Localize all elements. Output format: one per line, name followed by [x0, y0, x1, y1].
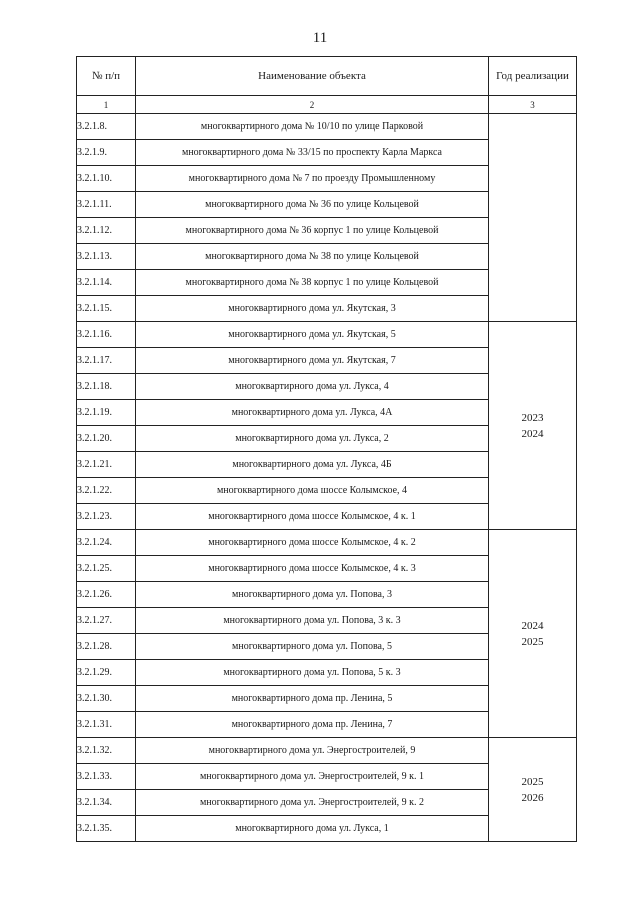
- row-number: 3.2.1.26.: [77, 582, 136, 608]
- row-number: 3.2.1.30.: [77, 686, 136, 712]
- object-name: многоквартирного дома № 10/10 по улице Парковой: [136, 114, 489, 140]
- object-name: многоквартирного дома ул. Попова, 3: [136, 582, 489, 608]
- row-number: 3.2.1.25.: [77, 556, 136, 582]
- year-label: 2025: [521, 775, 544, 788]
- row-number: 3.2.1.34.: [77, 790, 136, 816]
- column-index-2: 2: [136, 96, 489, 114]
- year-label: 2026: [521, 791, 544, 804]
- year-label: 2025: [521, 635, 544, 648]
- object-name: многоквартирного дома № 36 корпус 1 по улице Кольцевой: [136, 218, 489, 244]
- object-name: многоквартирного дома ул. Попова, 5 к. 3: [136, 660, 489, 686]
- object-name: многоквартирного дома ул. Лукса, 4Б: [136, 452, 489, 478]
- row-number: 3.2.1.14.: [77, 270, 136, 296]
- row-number: 3.2.1.29.: [77, 660, 136, 686]
- row-number: 3.2.1.31.: [77, 712, 136, 738]
- row-number: 3.2.1.13.: [77, 244, 136, 270]
- object-name: многоквартирного дома шоссе Колымское, 4: [136, 478, 489, 504]
- object-name: многоквартирного дома ул. Лукса, 1: [136, 816, 489, 842]
- row-number: 3.2.1.9.: [77, 140, 136, 166]
- row-number: 3.2.1.21.: [77, 452, 136, 478]
- row-number: 3.2.1.27.: [77, 608, 136, 634]
- column-index-1: 1: [77, 96, 136, 114]
- row-number: 3.2.1.32.: [77, 738, 136, 764]
- row-number: 3.2.1.15.: [77, 296, 136, 322]
- row-number: 3.2.1.20.: [77, 426, 136, 452]
- column-header-year: Год реализации: [489, 57, 577, 96]
- year-label: 2024: [521, 619, 544, 632]
- object-name: многоквартирного дома ул. Энергостроителей, 9 к. 2: [136, 790, 489, 816]
- object-name: многоквартирного дома пр. Ленина, 7: [136, 712, 489, 738]
- row-number: 3.2.1.24.: [77, 530, 136, 556]
- object-name: многоквартирного дома ул. Энергостроителей, 9: [136, 738, 489, 764]
- row-number: 3.2.1.10.: [77, 166, 136, 192]
- table-row: [77, 322, 577, 348]
- object-name: многоквартирного дома ул. Якутская, 7: [136, 348, 489, 374]
- table-index-row: [77, 96, 577, 114]
- object-name: многоквартирного дома ул. Лукса, 2: [136, 426, 489, 452]
- object-name: многоквартирного дома № 7 по проезду Промышленному: [136, 166, 489, 192]
- column-header-number: № п/п: [77, 57, 136, 96]
- row-number: 3.2.1.22.: [77, 478, 136, 504]
- object-name: многоквартирного дома № 38 по улице Кольцевой: [136, 244, 489, 270]
- table-row: [77, 530, 577, 556]
- row-number: 3.2.1.33.: [77, 764, 136, 790]
- year-group-cell: [489, 322, 577, 530]
- table-row: [77, 114, 577, 140]
- object-name: многоквартирного дома ул. Лукса, 4: [136, 374, 489, 400]
- object-name: многоквартирного дома шоссе Колымское, 4 к. 3: [136, 556, 489, 582]
- year-group-cell: [489, 530, 577, 738]
- object-name: многоквартирного дома № 33/15 по проспекту Карла Маркса: [136, 140, 489, 166]
- table-header-row: [77, 57, 577, 96]
- object-name: многоквартирного дома ул. Лукса, 4А: [136, 400, 489, 426]
- object-name: многоквартирного дома ул. Попова, 3 к. 3: [136, 608, 489, 634]
- row-number: 3.2.1.11.: [77, 192, 136, 218]
- row-number: 3.2.1.35.: [77, 816, 136, 842]
- row-number: 3.2.1.16.: [77, 322, 136, 348]
- year-label: 2024: [521, 427, 544, 440]
- object-name: многоквартирного дома ул. Якутская, 5: [136, 322, 489, 348]
- year-group-cell: [489, 738, 577, 842]
- row-number: 3.2.1.18.: [77, 374, 136, 400]
- row-number: 3.2.1.23.: [77, 504, 136, 530]
- year-label: 2023: [521, 411, 544, 424]
- object-name: многоквартирного дома шоссе Колымское, 4 к. 1: [136, 504, 489, 530]
- object-name: многоквартирного дома шоссе Колымское, 4 к. 2: [136, 530, 489, 556]
- objects-table: [76, 56, 577, 842]
- object-name: многоквартирного дома пр. Ленина, 5: [136, 686, 489, 712]
- row-number: 3.2.1.17.: [77, 348, 136, 374]
- column-index-3: 3: [489, 96, 577, 114]
- year-group-cell: [489, 114, 577, 322]
- row-number: 3.2.1.28.: [77, 634, 136, 660]
- object-name: многоквартирного дома ул. Якутская, 3: [136, 296, 489, 322]
- row-number: 3.2.1.12.: [77, 218, 136, 244]
- object-name: многоквартирного дома ул. Энергостроителей, 9 к. 1: [136, 764, 489, 790]
- page-number: 11: [312, 30, 328, 46]
- object-name: многоквартирного дома ул. Попова, 5: [136, 634, 489, 660]
- object-name: многоквартирного дома № 36 по улице Кольцевой: [136, 192, 489, 218]
- row-number: 3.2.1.8.: [77, 114, 136, 140]
- column-header-name: Наименование объекта: [136, 57, 489, 96]
- object-name: многоквартирного дома № 38 корпус 1 по улице Кольцевой: [136, 270, 489, 296]
- row-number: 3.2.1.19.: [77, 400, 136, 426]
- table-row: [77, 738, 577, 764]
